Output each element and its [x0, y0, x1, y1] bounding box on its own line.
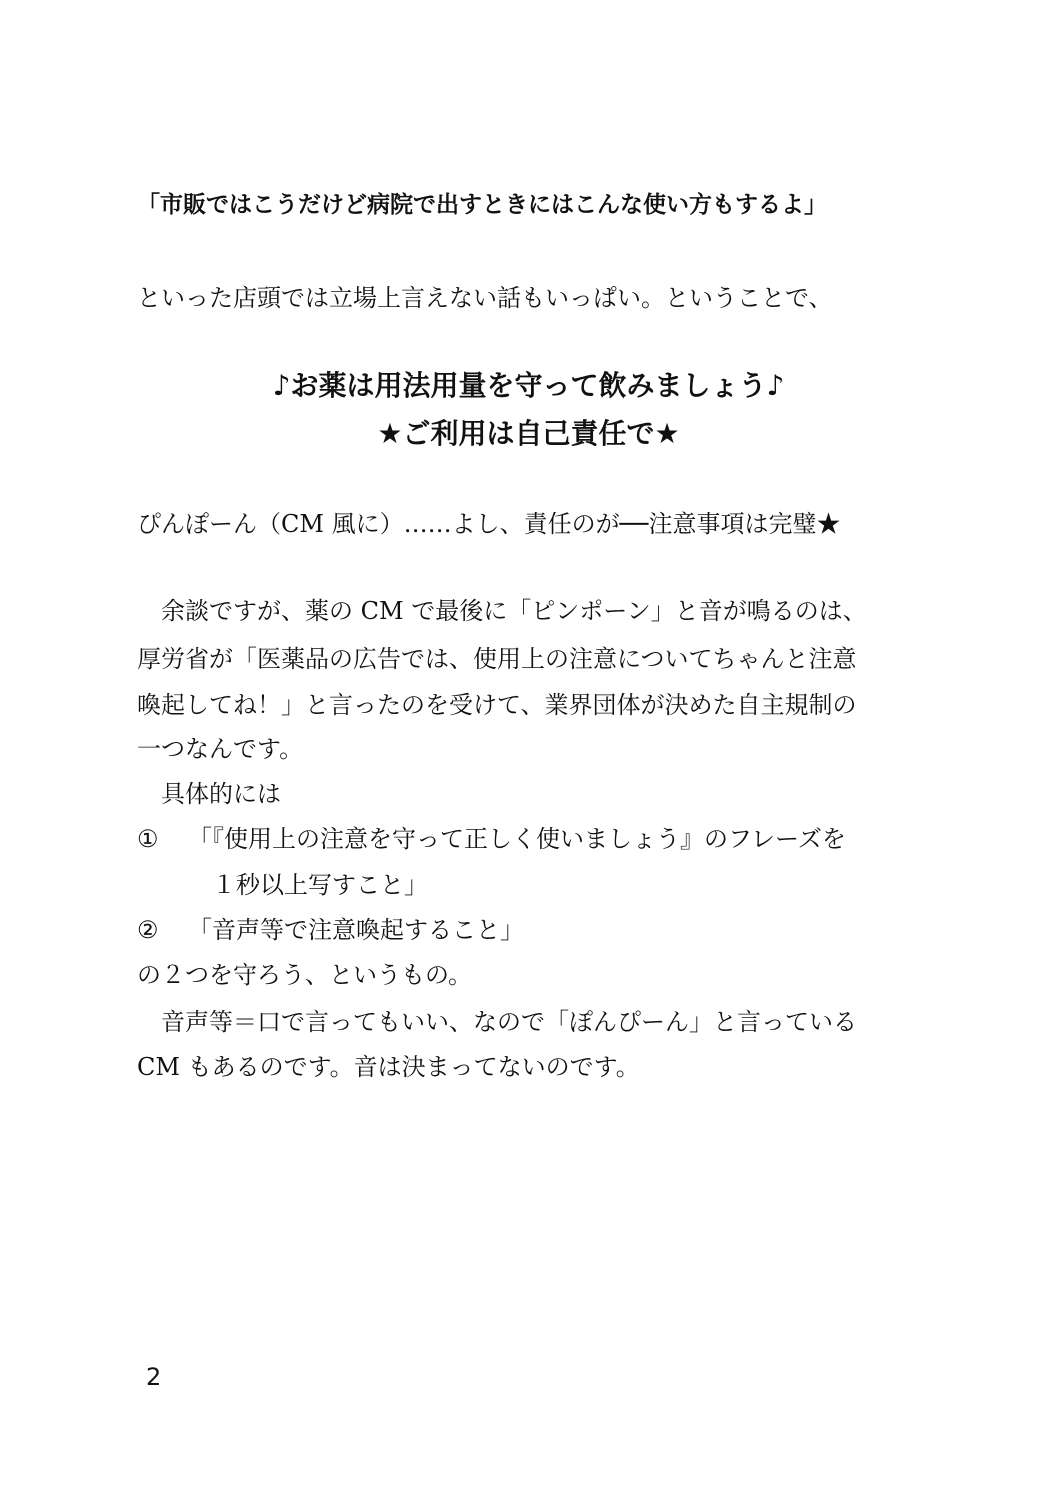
quote-heading: 「市販ではこうだけど病院で出すときにはこんな使い方もするよ」	[137, 192, 827, 218]
list-number: ②	[137, 916, 159, 944]
specifically-label: 具体的には	[137, 780, 281, 808]
paragraph-line: 厚労省が「医薬品の広告では、使用上の注意についてちゃんと注意	[137, 645, 857, 673]
list-closing: の２つを守ろう、というもの。	[137, 961, 473, 989]
list-item-text: 「音声等で注意喚起すること」	[188, 916, 524, 944]
slogan-responsibility: ★ご利用は自己責任で★	[377, 417, 680, 450]
cm-line: ぴんぽーん（CM 風に）……よし、責任のが──注意事項は完璧★	[137, 510, 841, 538]
intro-line: といった店頭では立場上言えない話もいっぱい。ということで、	[137, 284, 833, 312]
paragraph-line: CM もあるのです。音は決まってないのです。	[137, 1053, 640, 1081]
page-number: 2	[146, 1363, 162, 1391]
paragraph-line: 一つなんです。	[137, 735, 304, 763]
paragraph-line: 喚起してね！」と言ったのを受けて、業界団体が決めた自主規制の	[137, 691, 857, 719]
paragraph-line: 音声等＝口で言ってもいい、なので「ぽんぴーん」と言っている	[137, 1008, 857, 1036]
list-item-text: 「『使用上の注意を守って正しく使いましょう』のフレーズを	[188, 825, 846, 853]
paragraph-line: 余談ですが、薬の CM で最後に「ピンポーン」と音が鳴るのは、	[137, 597, 867, 625]
slogan-medication: ♪お薬は用法用量を守って飲みましょう♪	[272, 369, 785, 402]
list-number: ①	[137, 825, 159, 853]
list-item-text: １秒以上写すこと」	[188, 871, 428, 899]
